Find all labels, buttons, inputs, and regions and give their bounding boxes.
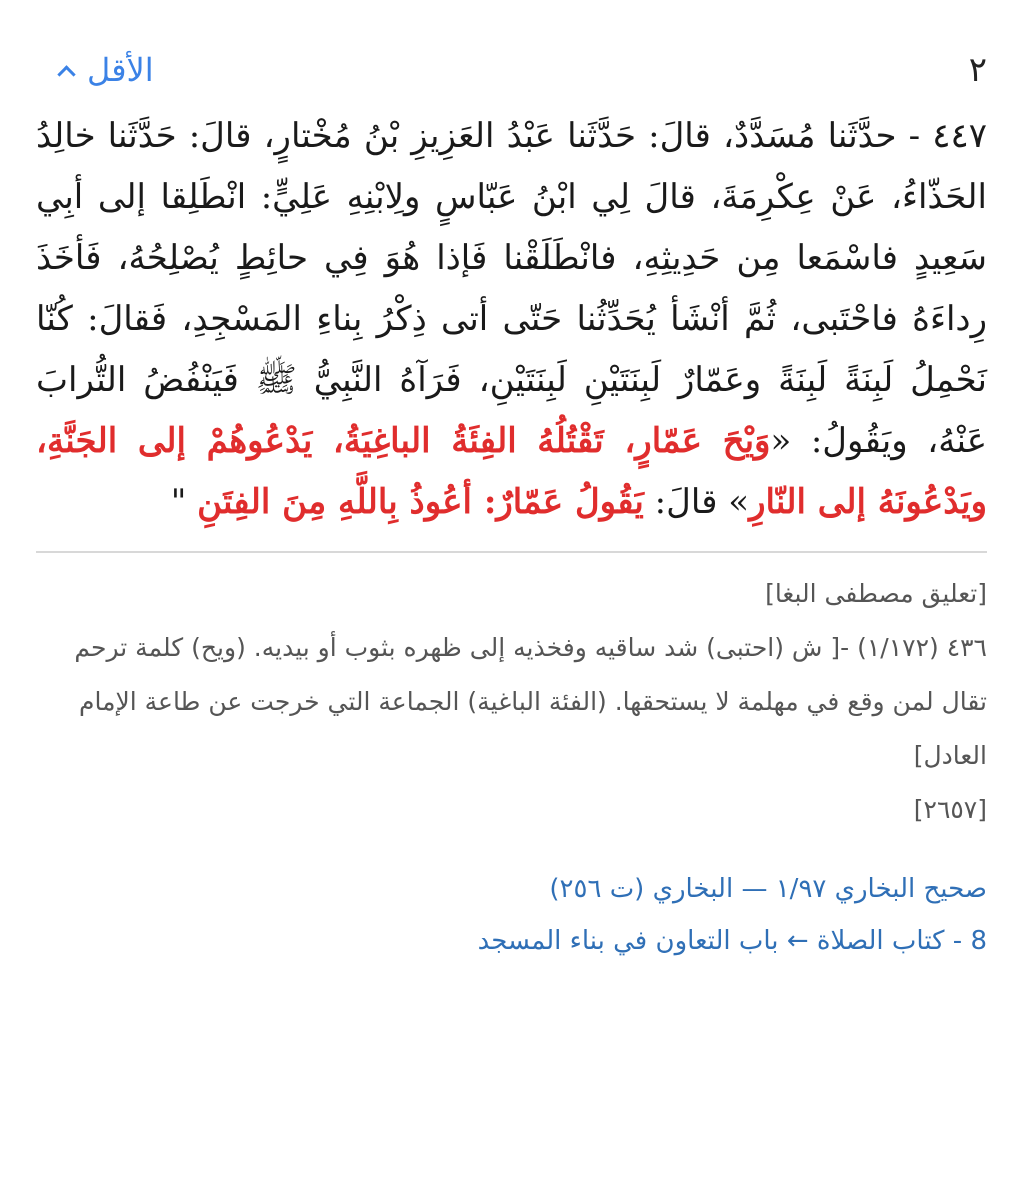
- hadith-highlight-2: يَقُولُ عَمّارٌ: أعُوذُ بِاللَّهِ مِنَ الفِتَنِ: [197, 482, 644, 522]
- chapter-link[interactable]: 8 - كتاب الصلاة ← باب التعاون في بناء المسجد: [477, 926, 987, 956]
- hadith-connector: » قالَ:: [643, 482, 750, 522]
- divider: [36, 551, 987, 553]
- page-number: ٢: [968, 50, 987, 90]
- commentary-body: ٤٣٦ (١/١٧٢) -[ ش (احتبى) شد ساقيه وفخذيه إلى ظهره بثوب أو بيديه. (ويح) كلمة ترحم تقال لمن وقع في مهلمة لا يستحقها. (الفئة الباغية) الجماعة التي خرجت عن طاعة الإمام العادل]: [74, 633, 987, 770]
- commentary-section: [36, 567, 987, 837]
- hadith-text: [36, 106, 987, 533]
- top-bar: [36, 40, 987, 100]
- hadith-highlight-1: وَيْحَ عَمّارٍ، تَقْتُلُهُ الفِئَةُ الباغِيَةُ، يَدْعُوهُمْ إلى الجَنَّةِ، ويَدْعُونَهُ إلى النّارِ: [36, 421, 987, 522]
- show-less-label: الأقل: [87, 51, 154, 89]
- chevron-up-icon: [57, 65, 75, 83]
- source-links: [36, 863, 987, 967]
- commentary-title: [تعليق مصطفى البغا]: [765, 579, 987, 608]
- commentary-reference: [٢٦٥٧]: [913, 795, 987, 824]
- show-less-button[interactable]: [60, 51, 154, 89]
- hadith-page: [36, 40, 987, 967]
- book-source-link[interactable]: صحيح البخاري ١/٩٧ — البخاري (ت ٢٥٦): [549, 874, 987, 904]
- hadith-end-quote: ": [170, 482, 198, 522]
- hadith-isnad: ٤٤٧ - حدَّثَنا مُسَدَّدٌ، قالَ: حَدَّثَنا عَبْدُ العَزِيزِ بْنُ مُخْتارٍ، قالَ: حَدَّثَنا خالِدُ الحَذّاءُ، عَنْ عِكْرِمَةَ، قالَ لِي ابْنُ عَبّاسٍ ولِابْنِهِ عَلِيٍّ: انْطَلِقا إلى أبِي سَعِيدٍ فاسْمَعا مِن حَدِيثِهِ، فانْطَلَقْنا فَإذا هُوَ فِي حائِطٍ يُصْلِحُهُ، فَأخَذَ رِداءَهُ فاحْتَبى، ثُمَّ أنْشَأ يُحَدِّثُنا حَتّى أتى ذِكْرُ بِناءِ المَسْجِدِ، فَقالَ: كُنّا نَحْمِلُ لَبِنَةً لَبِنَةً وعَمّارٌ لَبِنَتَيْنِ لَبِنَتَيْنِ، فَرَآهُ النَّبِيُّ ﷺ فَيَنْفُضُ التُّرابَ عَنْهُ، ويَقُولُ: «: [36, 116, 987, 461]
